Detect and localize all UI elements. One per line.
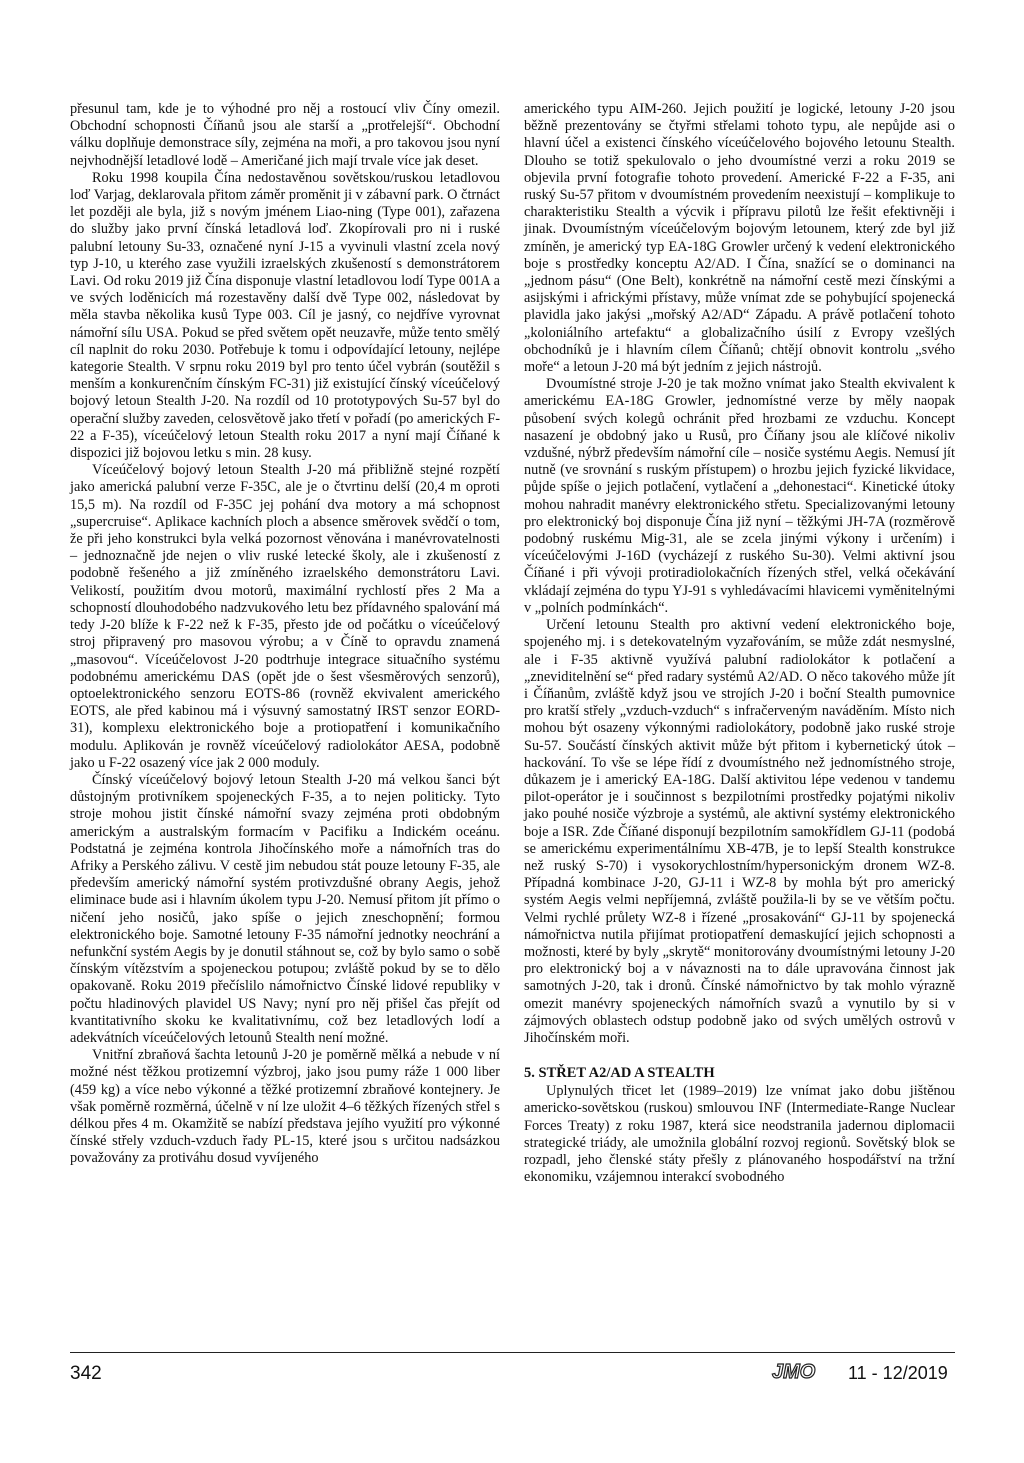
page-number: 342 xyxy=(70,1363,102,1384)
paragraph: Čínský víceúčelový bojový letoun Stealth J-20 má velkou šanci být důstojným protivníkem spojeneckých F-35, a to nejen politicky. Tyto stroje mohou jistit čínské námořní svazy zejména proti obdobným americkým a australským formacím v Pacifiku a Indickém oceánu. Podstatná je zejména kontrola Jihočínského moře a námořních tras do Afriky a Perského zálivu. V cestě jim nebudou stát pouze letouny F-35, ale především americký námořní systém protivzdušné obrany Aegis, jehož eliminace bude asi i hlavním úkolem typu J-20. Nemusí přitom jít přímo o ničení jeho nosičů, jako spíše o jejich zneschopnění; formou elektronického boje. Samotné letouny F-35 námořní jednotky neochrání a nefunkční systém Aegis by je donutil stáhnout se, což by bylo samo o sobě čínským vítězstvím a spojeneckou potupou; zvláště pokud by se to dělo opakovaně. Roku 2019 přečíslilo námořnictvo Čínské lidové republiky v počtu hladinových plavidel US Navy; nyní pro něj přišel čas přejít od kvantitativního skoku ke kvalitativnímu, což bez letadlových lodí a adekvátních víceúčelových letounů Stealth není možné. xyxy=(70,771,500,1046)
paragraph: přesunul tam, kde je to výhodné pro něj a rostoucí vliv Číny omezil. Obchodní schopnosti Číňanů jsou ale starší a „protřelejší“. Obchodní válku doplňuje demonstrace síly, zejména na moři, a pro takovou jsou nyní nejvhodnější letadlové lodě – Američané jich mají trvale více jak deset. xyxy=(70,101,500,169)
section-heading: 5. STŘET A2/AD A STEALTH xyxy=(524,1065,715,1082)
left-column xyxy=(70,101,500,1168)
paragraph: Dvoumístné stroje J-20 je tak možno vnímat jako Stealth ekvivalent k americkému EA-18G Growler, jednomístné verze by měly naopak působení svých kolegů ochránit před hrozbami ze vzduchu. Koncept nasazení je obdobný jako u Rusů, pro Číňany jsou ale klíčové nikoliv vzdušné, nýbrž především námořní cíle – nosiče systému Aegis. Nemusí jít nutně (ve srovnání s ruským přístupem) o hrozbu jejich fyzické likvidace, půjde spíše o jejich potlačení, vytlačení a „dehonestaci“. Kinetické útoky mohou nahradit manévry elektronického střetu. Specializovanými letouny pro elektronický boj disponuje Čína již nyní – těžkými JH-7A (rozměrově podobný ruskému Mig-31, ale se zcela jinými výkony i určením) i víceúčelovými J-16D (vycházejí z ruského Su-30). Velmi aktivní jsou Číňané i při vývoji protiradiolokačních řízených střel, velká očekávání vkládají zejména do typu YJ-91 s vyhledávacími hlavicemi vyměnitelnými v „polních podmínkách“. xyxy=(524,376,955,616)
right-column xyxy=(524,101,955,1186)
paragraph: Roku 1998 koupila Čína nedostavěnou sovětskou/ruskou letadlovou loď Varjag, deklarovala přitom záměr proměnit ji v zábavní park. O čtrnáct let později ale byla, již s novým jménem Liao-ning (Type 001), zařazena do služby jako první čínská letadlová loď. Zkopírovali pro ni i ruské palubní letouny Su-33, označené nyní J-15 a vyvinuli vlastní zcela nový typ J-10, u kterého zase využili izraelských zkušeností s demonstrátorem Lavi. Od roku 2019 již Čína disponuje vlastní letadlovou lodí Type 001A a ve svých loděnicích má rozestavěny další dvě Type 002, následovat by měla stavba několika kusů Type 003. Cíl je jasný, co nejdříve vyrovnat námořní sílu USA. Pokud se před světem opět neuzavře, může tento smělý cíl naplnit do roku 2030. Potřebuje k tomu i odpovídající letouny, nejlépe kategorie Stealth. V srpnu roku 2019 byl pro tento účel vybrán (soutěžil s menším a konkurenčním čínským FC-31) již existující čínský víceúčelový bojový letoun Stealth J-20. Na rozdíl od 10 prototypových Su-57 byl do operační služby zaveden, celosvětově jako třetí v pořadí (po amerických F-22 a F-35), víceúčelový letoun Stealth roku 2017 a nyní mají Číňané k dispozici již bojovou letku s min. 28 kusy. xyxy=(70,169,500,462)
paragraph: amerického typu AIM-260. Jejich použití je logické, letouny J-20 jsou běžně prezentovány se čtyřmi střelami tohoto typu, ale nepůjde asi o hlavní účel a existenci čínského víceúčelového bojového letounu Stealth. Dlouho se totiž spekulovalo o jeho dvoumístné verzi a roku 2019 se objevila první fotografie tohoto provedení. Americké F-22 a F-35, ani ruský Su-57 přitom v dvoumístném provedením neexistují – komplikuje to charakteristiku Stealth a výcvik i přípravu pilotů lze řešit efektivněji i jinak. Dvoumístným víceúčelovým bojovým letounem, který zde byl již zmíněn, je americký typ EA-18G Growler určený k vedení elektronického boje s prostředky konceptu A2/AD. I Čína, snažící se o dominanci na „jednom pásu“ (One Belt), konkrétně na námořní cestě mezi čínskými a asijskými i africkými přístavy, může vnímat zde se pohybující spojenecká plavidla jako jakýsi „mořský A2/AD“ Západu. A právě potlačení tohoto „koloniálního artefaktu“ a globalizačního úsilí z Evropy vzešlých obchodníků je i hlavním cílem Číňanů; chtějí obnovit kontrolu „svého moře“ a letoun J-20 má být jedním z jejich nástrojů. xyxy=(524,101,955,376)
issue-label: 11 - 12/2019 xyxy=(848,1363,948,1383)
paragraph: Víceúčelový bojový letoun Stealth J-20 má přibližně stejné rozpětí jako americká palubní verze F-35C, ale je o čtvrtinu delší (20,4 m oproti 15,5 m). Na rozdíl od F-35C jej pohání dva motory a má schopnost „supercruise“. Aplikace kachních ploch a absence směrovek svědčí o tom, že při jeho konstrukci byla velká pozornost věnována i manévrovatelnosti – jednoznačně jde nejen o vliv ruské letecké školy, ale i zkušeností z podobně řešeného a již zmíněného izraelského demonstrátoru Lavi. Velikostí, použitím dvou motorů, maximální rychlostí přes 2 Ma a schopností dlouhodobého nadzvukového letu bez přídavného spalování má tedy J-20 blíže k F-22 než k F-35, přesto jde od počátku o víceúčelový stroj připravený pro masovou výrobu; a v Číně to opravdu znamená „masovou“. Víceúčelovost J-20 podtrhuje integrace situačního systému podobnému americkému DAS (opět jde o šest všesměrových senzorů), optoelektronického senzoru EOTS-86 (rovněž ekvivalent amerického EOTS, ale před kabinou má i výsuvný samostatný IRST senzor EORD-31), komplexu elektronického boje a protiopatření i komunikačního modulu. Aplikován je rovněž víceúčelový radiolokátor AESA, podobně jako u F-22 osazený více jak 2 000 moduly. xyxy=(70,462,500,771)
paragraph: Určení letounu Stealth pro aktivní vedení elektronického boje, spojeného mj. i s detekovatelným vyzařováním, se může zdát nesmyslné, ale i F-35 aktivně využívá palubní radiolokátor k potlačení a „zneviditelnění se“ před radary systémů A2/AD. O něco takového může jít i Číňanům, zvláště když jsou ve strojích J-20 i boční Stealth pumovnice pro kratší střely „vzduch-vzduch“ s infračerveným naváděním. Místo nich mohou být osazeny výkonnými radiolokátory, podobně jako ruské stroje Su-57. Součástí čínských aktivit může být přitom i kybernetický útok – hackování. To vše se lépe řídí z dvoumístného než jednomístného stroje, důkazem je i americký EA-18G. Další aktivitou lépe vedenou v tandemu pilot-operátor je i součinnost s bezpilotními prostředky pojatými nikoliv jako pouhé nosiče výzbroje a systémů, ale aktivní systémy elektronického boje a ISR. Zde Číňané disponují bezpilotním samokřídlem GJ-11 (podobá se americkému experimentálnímu XB-47B, je to lepší Stealth konstrukce než ruský S-70) i vysokorychlostním/hypersonickým dronem WZ-8. Případná kombinace J-20, GJ-11 i WZ-8 by mohla být pro americký systém Aegis velmi nepříjemná, zvláště použila-li by se ve větším počtu. Velmi rychlé průlety WZ-8 i řízené „prosakování“ GJ-11 by spojenecká námořnictva nutila přijímat protiopatření demaskující jejich schopnosti a možnosti, které by byly „skrytě“ monitorovány dvoumístnými letouny J-20 pro elektronický boj a v návaznosti na to dále upravována činnost jak samotných J-20, tak i dronů. Čínské námořnictvo by tak mohlo výrazně omezit manévry spojeneckých námořních svazů a vynutilo by si v zájmových oblastech odstup podobně jako od svých umělých ostrovů v Jihočínském moři. xyxy=(524,617,955,1046)
journal-logo: JMO xyxy=(772,1361,816,1383)
paragraph: Vnitřní zbraňová šachta letounů J-20 je poměrně mělká a nebude v ní možné nést těžkou protizemní výzbroj, jako jsou pumy ráže 1 000 liber (459 kg) a více nebo výkonné a těžké protizemní zbraňové kontejnery. Je však poměrně rozměrná, účelně v ní lze uložit 4–6 těžkých řízených střel s délkou přes 4 m. Okamžitě se nabízí představa jejího využití pro výkonné čínské střely vzduch-vzduch řady PL-15, které jsou s určitou nadsázkou považovány za protiváhu dosud vyvíjeného xyxy=(70,1047,500,1167)
footer-divider xyxy=(70,1352,955,1353)
paragraph: Uplynulých třicet let (1989–2019) lze vnímat jako dobu jištěnou americko-sovětskou (ruskou) smlouvou INF (Intermediate-Range Nuclear Forces Treaty) z roku 1987, která sice neodstranila jadernou diplomacii strategické triády, ale umožnila globální rozvoj regionů. Sovětský blok se rozpadl, jeho členské státy přešly z plánovaného hospodářství na tržní ekonomiku, vzájemnou interakcí svobodného xyxy=(524,1083,955,1186)
